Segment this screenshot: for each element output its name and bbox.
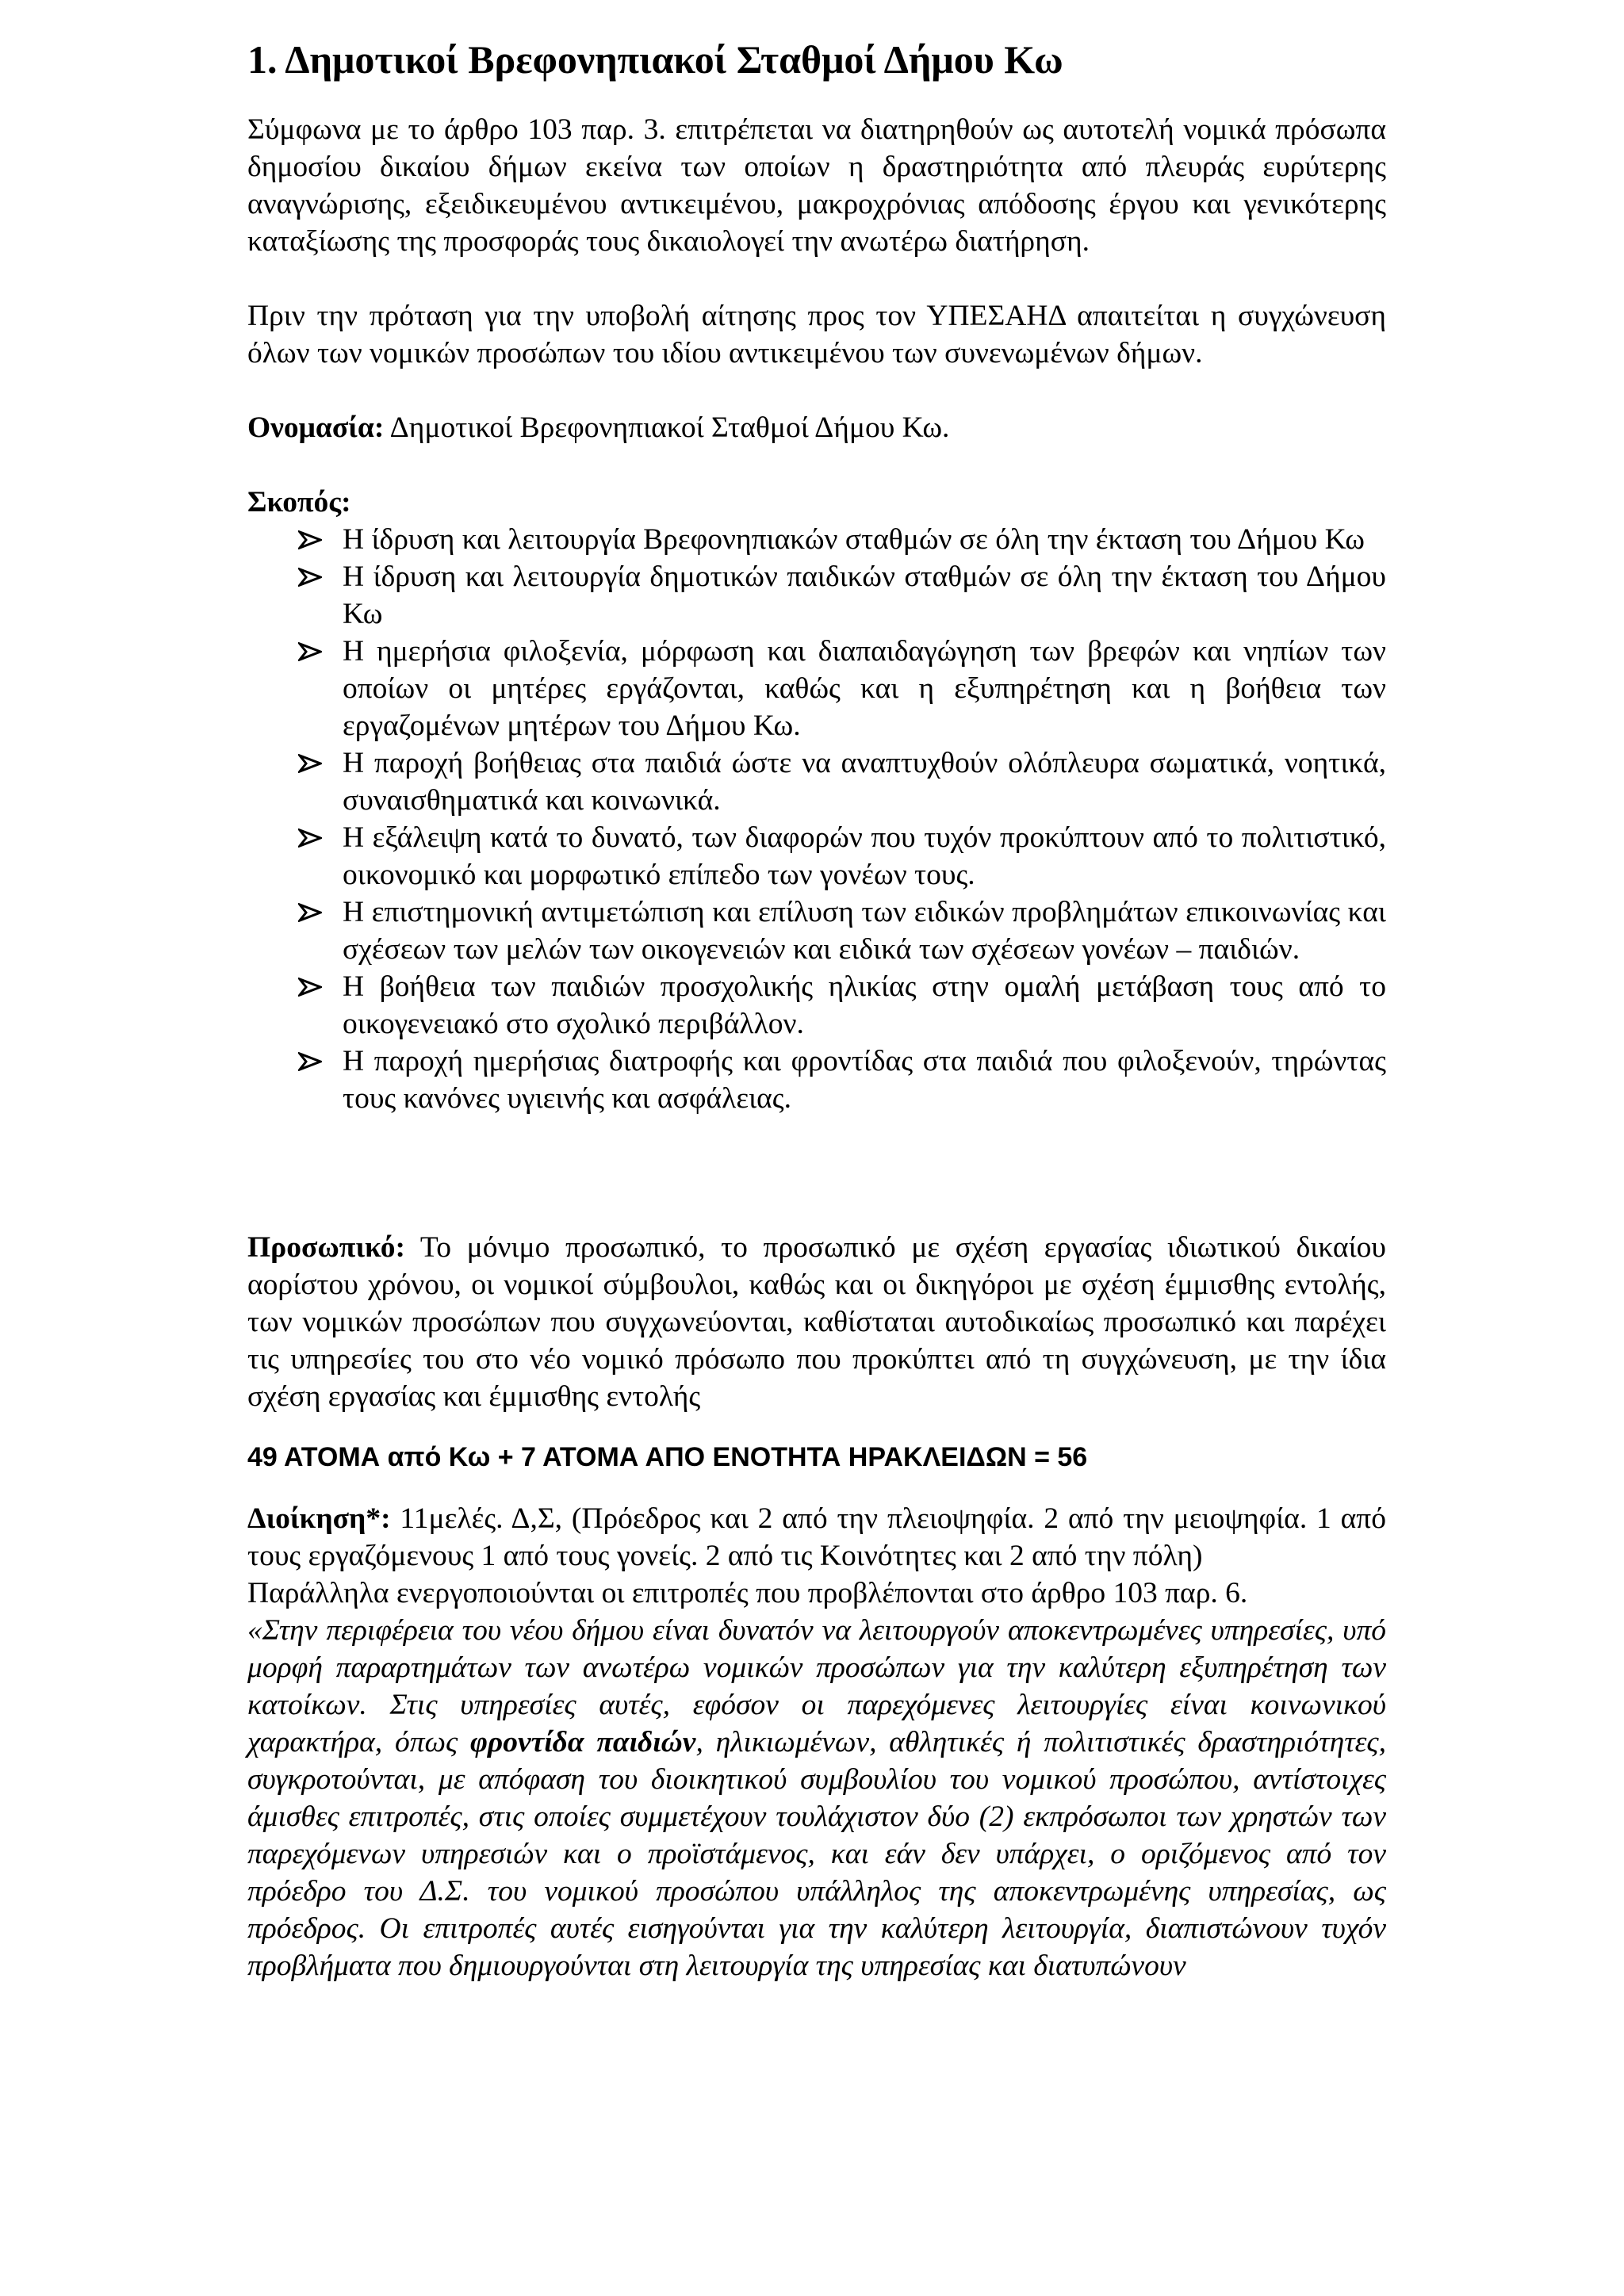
headcount-summary: 49 ΑΤΟΜΑ από Κω + 7 ΑΤΟΜΑ ΑΠΟ ΕΝΟΤΗΤΑ ΗΡΑΚΛΕΙΔΩΝ = 56	[247, 1442, 1088, 1472]
list-item	[298, 633, 1386, 744]
staff-label: Προσωπικό:	[247, 1231, 405, 1264]
administration-text: 11μελές. Δ,Σ, (Πρόεδρος και 2 από την πλειοψηφία. 2 από την μειοψηφία. 1 από τους εργαζόμενους 1 από τους γονείς. 2 από τις Κοινότητες και 2 από την πόλη)	[247, 1502, 1386, 1572]
list-item	[298, 521, 1386, 558]
list-item	[298, 968, 1386, 1043]
law-quote-part2: , ηλικιωμένων, αθλητικές ή πολιτιστικές δραστηριότητες, συγκροτούνται, με απόφαση του διοικητικού συμβουλίου του νομικού προσώπου, αντίστοιχες άμισθες επιτροπές, στις οποίες συμμετέχουν τουλάχιστον δύο (2) εκπρόσωποι των χρηστών των παρεχόμενων υπηρεσιών και ο προϊστάμενος, και εάν δεν υπάρχει, ο οριζόμενος από τον πρόεδρο του Δ.Σ. του νομικού προσώπου υπάλληλος της αποκεντρωμένης υπηρεσίας, ως πρόεδρος. Οι επιτροπές αυτές εισηγούνται για την καλύτερη λειτουργία, διαπιστώνουν τυχόν προβλήματα που δημιουργούνται στη λειτουργία της υπηρεσίας και διατυπώνουν	[247, 1726, 1387, 1982]
list-item	[298, 894, 1386, 968]
list-item	[298, 744, 1386, 819]
list-item-text: Η ίδρυση και λειτουργία δημοτικών παιδικών σταθμών σε όλη την έκταση του Δήμου Κω	[343, 561, 1386, 630]
list-item	[298, 1043, 1386, 1117]
list-item	[298, 819, 1386, 894]
arrow-bullet-icon	[298, 530, 322, 549]
arrow-bullet-icon	[298, 642, 322, 661]
list-item-text: Η ίδρυση και λειτουργία Βρεφονηπιακών σταθμών σε όλη την έκταση του Δήμου Κω	[343, 523, 1365, 556]
purpose-list	[247, 521, 1386, 1117]
list-item-text: Η παροχή βοήθειας στα παιδιά ώστε να αναπτυχθούν ολόπλευρα σωματικά, νοητικά, συναισθηματικά και κοινωνικά.	[343, 747, 1386, 817]
list-item-text: Η επιστημονική αντιμετώπιση και επίλυση των ειδικών προβλημάτων επικοινωνίας και σχέσεων των μελών των οικογενειών και ειδικά των σχέσεων γονέων – παιδιών.	[343, 896, 1386, 966]
list-item-text: Η βοήθεια των παιδιών προσχολικής ηλικίας στην ομαλή μετάβαση τους από το οικογενειακό στο σχολικό περιβάλλον.	[343, 970, 1386, 1040]
law-quote-part1: «Στην περιφέρεια του νέου δήμου είναι δυνατόν να λειτουργούν αποκεντρωμένες υπηρεσίες, υπό μορφή παραρτημάτων των ανωτέρω νομικών προσώπων για την καλύτερη εξυπηρέτηση των κατοίκων. Στις υπηρεσίες αυτές, εφόσον οι παρεχόμενες λειτουργίες είναι κοινωνικού χαρακτήρα, όπως	[247, 1614, 1386, 1758]
arrow-bullet-icon	[298, 828, 322, 848]
arrow-bullet-icon	[298, 903, 322, 922]
law-quote	[247, 1612, 1386, 1984]
list-item-text: Η εξάλειψη κατά το δυνατό, των διαφορών που τυχόν προκύπτουν από το πολιτιστικό, οικονομικό και μορφωτικό επίπεδο των γονέων τους.	[343, 821, 1386, 891]
name-value: Δημοτικοί Βρεφονηπιακοί Σταθμοί Δήμου Κω.	[384, 411, 950, 444]
list-item	[298, 558, 1386, 633]
staff-text: Το μόνιμο προσωπικό, το προσωπικό με σχέση εργασίας ιδιωτικού δικαίου αορίστου χρόνου, οι νομικοί σύμβουλοι, καθώς και οι δικηγόροι με σχέση έμμισθης εντολής, των νομικών προσώπων που συγχωνεύονται, καθίσταται αυτοδικαίως προσωπικό και παρέχει τις υπηρεσίες του στο νέο νομικό πρόσωπο που προκύπτει από τη συγχώνευση, με την ίδια σχέση εργασίας και έμμισθης εντολής	[247, 1231, 1386, 1413]
administration-label: Διοίκηση*:	[247, 1502, 391, 1535]
committees-paragraph: Παράλληλα ενεργοποιούνται οι επιτροπές που προβλέπονται στο άρθρο 103 παρ. 6.	[247, 1577, 1248, 1609]
page-title: 1. Δημοτικοί Βρεφονηπιακοί Σταθμοί Δήμου Κω	[247, 37, 1063, 82]
intro-paragraph: Σύμφωνα με το άρθρο 103 παρ. 3. επιτρέπεται να διατηρηθούν ως αυτοτελή νομικά πρόσωπα δημοσίου δικαίου δήμων εκείνα των οποίων η δραστηριότητα από πλευράς ευρύτερης αναγνώρισης, εξειδικευμένου αντικειμένου, μακροχρόνιας απόδοσης έργου και γενικότερης καταξίωσης της προσφοράς τους δικαιολογεί την ανωτέρω διατήρηση.	[247, 113, 1386, 258]
arrow-bullet-icon	[298, 1052, 322, 1071]
staff-section	[247, 1229, 1386, 1415]
administration-section	[247, 1500, 1386, 1575]
document-page	[247, 32, 1386, 1984]
arrow-bullet-icon	[298, 978, 322, 997]
arrow-bullet-icon	[298, 754, 322, 773]
name-label: Ονομασία:	[247, 411, 385, 444]
purpose-label: Σκοπός:	[247, 486, 351, 519]
list-item-text: Η παροχή ημερήσιας διατροφής και φροντίδας στα παιδιά που φιλοξενούν, τηρώντας τους κανόνες υγιεινής και ασφάλειας.	[343, 1045, 1386, 1115]
purpose-heading	[247, 484, 1386, 521]
name-section	[247, 409, 1386, 446]
arrow-bullet-icon	[298, 568, 322, 587]
list-item-text: Η ημερήσια φιλοξενία, μόρφωση και διαπαιδαγώγηση των βρεφών και νηπίων των οποίων οι μητέρες εργάζονται, καθώς και η εξυπηρέτηση και η βοήθεια των εργαζομένων μητέρων του Δήμου Κω.	[343, 635, 1386, 742]
law-quote-emphasis: φροντίδα παιδιών	[469, 1726, 696, 1758]
merger-paragraph: Πριν την πρόταση για την υποβολή αίτησης προς τον ΥΠΕΣΑΗΔ απαιτείται η συγχώνευση όλων των νομικών προσώπων του ιδίου αντικειμένου των συνενωμένων δήμων.	[247, 300, 1386, 369]
